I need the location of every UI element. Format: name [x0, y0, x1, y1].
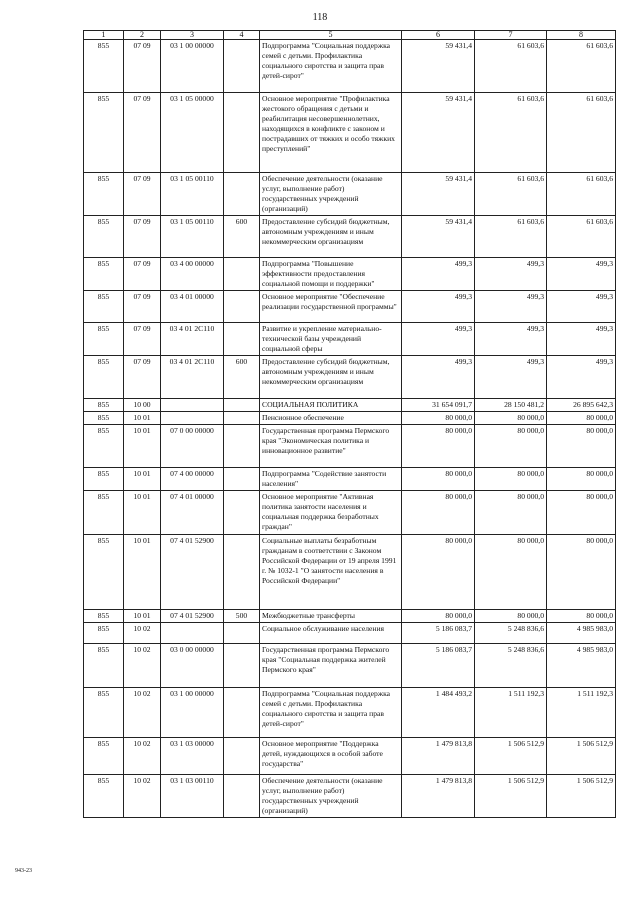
table-row [84, 775, 616, 818]
table-cell: 855 [84, 623, 124, 644]
table-cell: 855 [84, 775, 124, 818]
table-cell: 4 985 983,0 [547, 623, 616, 644]
table-cell: Пенсионное обеспечение [260, 412, 402, 425]
table-cell: 07 09 [124, 291, 161, 323]
table-cell [224, 775, 260, 818]
table-cell: 855 [84, 399, 124, 412]
table-row [84, 610, 616, 623]
table-cell: 499,3 [547, 258, 616, 291]
table-cell: Государственная программа Пермского края "Социальная поддержка жителей Пермского края" [260, 644, 402, 688]
table-cell: Подпрограмма "Содействие занятости населения" [260, 468, 402, 491]
table-cell: Основное мероприятие "Обеспечение реализации государственной программы" [260, 291, 402, 323]
table-cell: 10 01 [124, 425, 161, 468]
footer-code: 943-23 [15, 868, 32, 874]
column-header: 1 [84, 31, 124, 40]
table-cell: 61 603,6 [475, 173, 547, 216]
table-cell: 80 000,0 [547, 535, 616, 610]
column-header: 6 [402, 31, 475, 40]
table-cell: 31 654 091,7 [402, 399, 475, 412]
table-cell: Основное мероприятие "Активная политика занятости населения и социальная поддержка безработных граждан" [260, 491, 402, 535]
table-cell [161, 399, 224, 412]
table-cell: 80 000,0 [547, 610, 616, 623]
table-cell: 1 484 493,2 [402, 688, 475, 738]
table-cell [224, 468, 260, 491]
table-row [84, 258, 616, 291]
table-cell: 61 603,6 [547, 216, 616, 258]
table-cell: 03 1 03 00000 [161, 738, 224, 775]
table-cell: 10 01 [124, 468, 161, 491]
table-cell: 07 4 01 52900 [161, 535, 224, 610]
table-cell: 499,3 [547, 291, 616, 323]
table-cell: 5 186 083,7 [402, 623, 475, 644]
table-cell: 59 431,4 [402, 40, 475, 93]
table-cell: 61 603,6 [547, 93, 616, 173]
table-cell: 80 000,0 [547, 468, 616, 491]
table-cell: 03 0 00 00000 [161, 644, 224, 688]
table-cell: Развитие и укрепление материально-технической базы учреждений социальной сферы [260, 323, 402, 356]
table-cell: 855 [84, 535, 124, 610]
table-cell: Социальные выплаты безработным гражданам в соответствии с Законом Российской Федерации от 19 апреля 1991 г. № 1032-1 "О занятости населения в Российской Федерации" [260, 535, 402, 610]
table-cell: 1 506 512,9 [475, 738, 547, 775]
table-cell: 600 [224, 356, 260, 399]
table-cell: 855 [84, 425, 124, 468]
table-cell: 855 [84, 40, 124, 93]
table-cell: 07 09 [124, 323, 161, 356]
table-cell: 1 506 512,9 [547, 738, 616, 775]
table-cell: 855 [84, 644, 124, 688]
table-cell: 1 511 192,3 [475, 688, 547, 738]
table-cell: Подпрограмма "Социальная поддержка семей с детьми. Профилактика социального сиротства и защита прав детей-сирот" [260, 688, 402, 738]
table-row [84, 425, 616, 468]
table-cell: 855 [84, 173, 124, 216]
table-row [84, 399, 616, 412]
table-cell: Обеспечение деятельности (оказание услуг, выполнение работ) государственных учреждений (организаций) [260, 173, 402, 216]
table-cell: 80 000,0 [475, 535, 547, 610]
table-cell [224, 623, 260, 644]
table-row [84, 491, 616, 535]
table-cell: 4 985 983,0 [547, 644, 616, 688]
table-cell [161, 412, 224, 425]
table-cell: 500 [224, 610, 260, 623]
table-cell: 10 02 [124, 688, 161, 738]
table-cell [224, 258, 260, 291]
table-cell: Основное мероприятие "Поддержка детей, нуждающихся в особой заботе государства" [260, 738, 402, 775]
table-row [84, 40, 616, 93]
table-cell: 855 [84, 491, 124, 535]
table-cell: 80 000,0 [475, 468, 547, 491]
table-row [84, 216, 616, 258]
table-cell: 61 603,6 [547, 40, 616, 93]
table-cell: 10 02 [124, 738, 161, 775]
table-cell: 1 506 512,9 [475, 775, 547, 818]
table-cell [224, 40, 260, 93]
table-cell: 61 603,6 [475, 40, 547, 93]
table-cell: 07 4 01 52900 [161, 610, 224, 623]
table-cell: 855 [84, 258, 124, 291]
table-cell: 1 506 512,9 [547, 775, 616, 818]
table-cell: 1 511 192,3 [547, 688, 616, 738]
table-cell: Основное мероприятие "Профилактика жестокого обращения с детьми и реабилитация несовершеннолетних, находящихся в конфликте с законом и пострадавших от тяжких и особо тяжких преступлений" [260, 93, 402, 173]
table-cell: 10 02 [124, 644, 161, 688]
table-cell: 855 [84, 291, 124, 323]
table-cell: 10 01 [124, 535, 161, 610]
table-cell: 80 000,0 [475, 412, 547, 425]
table-cell: 855 [84, 93, 124, 173]
table-cell [224, 644, 260, 688]
table-cell: 855 [84, 412, 124, 425]
table-row [84, 688, 616, 738]
column-header: 4 [224, 31, 260, 40]
table-cell: 80 000,0 [402, 535, 475, 610]
table-cell: 61 603,6 [475, 216, 547, 258]
table-cell: 499,3 [402, 323, 475, 356]
table-cell [224, 323, 260, 356]
table-cell [161, 623, 224, 644]
table-cell: 61 603,6 [475, 93, 547, 173]
table-cell: 03 1 03 00110 [161, 775, 224, 818]
table-cell: 855 [84, 738, 124, 775]
budget-table [83, 30, 616, 818]
table-cell [224, 173, 260, 216]
table-cell: 600 [224, 216, 260, 258]
table-cell: 499,3 [475, 323, 547, 356]
table-cell: 07 09 [124, 40, 161, 93]
table-cell: Подпрограмма "Повышение эффективности предоставления социальной помощи и поддержки" [260, 258, 402, 291]
table-cell: 59 431,4 [402, 173, 475, 216]
table-cell [224, 93, 260, 173]
table-cell [224, 399, 260, 412]
table-cell: 855 [84, 356, 124, 399]
table-cell: 80 000,0 [475, 610, 547, 623]
column-header: 2 [124, 31, 161, 40]
table-cell [224, 688, 260, 738]
table-cell: 80 000,0 [547, 412, 616, 425]
table-cell: 07 0 00 00000 [161, 425, 224, 468]
table-cell: 80 000,0 [547, 491, 616, 535]
table-cell: 80 000,0 [475, 491, 547, 535]
table-cell: 499,3 [475, 356, 547, 399]
table-cell: 07 4 01 00000 [161, 491, 224, 535]
table-row [84, 356, 616, 399]
table-cell: 03 1 05 00110 [161, 173, 224, 216]
table-cell: Социальное обслуживание населения [260, 623, 402, 644]
table-cell: 03 4 01 00000 [161, 291, 224, 323]
table-cell: 10 02 [124, 775, 161, 818]
table-row [84, 535, 616, 610]
table-cell: 03 4 00 00000 [161, 258, 224, 291]
table-cell: 855 [84, 323, 124, 356]
table-cell: 07 09 [124, 356, 161, 399]
table-cell: 855 [84, 688, 124, 738]
table-cell: 03 1 00 00000 [161, 40, 224, 93]
table-cell: 03 1 05 00110 [161, 216, 224, 258]
table-cell: Государственная программа Пермского края "Экономическая политика и инновационное развитие" [260, 425, 402, 468]
table-cell: 10 00 [124, 399, 161, 412]
table-cell: 03 4 01 2С110 [161, 323, 224, 356]
table-cell: 80 000,0 [402, 412, 475, 425]
table-cell: 80 000,0 [475, 425, 547, 468]
table-cell [224, 738, 260, 775]
table-cell: 499,3 [475, 258, 547, 291]
page-number: 118 [312, 12, 328, 23]
table-cell: Предоставление субсидий бюджетным, автономным учреждениям и иным некоммерческим организациям [260, 216, 402, 258]
table-cell [224, 535, 260, 610]
table-cell: 80 000,0 [402, 425, 475, 468]
column-header: 5 [260, 31, 402, 40]
table-row [84, 323, 616, 356]
table-cell: 5 248 836,6 [475, 623, 547, 644]
table-row [84, 738, 616, 775]
table-cell: 499,3 [402, 356, 475, 399]
table-cell: 1 479 813,8 [402, 738, 475, 775]
table-cell: 03 4 01 2С110 [161, 356, 224, 399]
table-cell: 80 000,0 [402, 491, 475, 535]
table-cell: 5 186 083,7 [402, 644, 475, 688]
table-cell: 59 431,4 [402, 216, 475, 258]
table-cell: 10 02 [124, 623, 161, 644]
table-cell: СОЦИАЛЬНАЯ ПОЛИТИКА [260, 399, 402, 412]
table-cell: 499,3 [547, 356, 616, 399]
table-cell: 499,3 [547, 323, 616, 356]
table-cell: 855 [84, 468, 124, 491]
table-row [84, 623, 616, 644]
table-cell: 03 1 05 00000 [161, 93, 224, 173]
table-cell [224, 412, 260, 425]
table-row [84, 173, 616, 216]
table-cell: 07 4 00 00000 [161, 468, 224, 491]
column-header: 8 [547, 31, 616, 40]
table-cell: 499,3 [475, 291, 547, 323]
table-cell [224, 291, 260, 323]
table-cell: 07 09 [124, 173, 161, 216]
column-header: 3 [161, 31, 224, 40]
table-cell: 499,3 [402, 291, 475, 323]
table-cell: 59 431,4 [402, 93, 475, 173]
table-row [84, 93, 616, 173]
table-row [84, 291, 616, 323]
table-cell: 80 000,0 [402, 610, 475, 623]
table-cell: 10 01 [124, 412, 161, 425]
table-cell: 07 09 [124, 93, 161, 173]
table-cell: 10 01 [124, 610, 161, 623]
table-cell: 1 479 813,8 [402, 775, 475, 818]
table-cell [224, 425, 260, 468]
table-cell: 855 [84, 610, 124, 623]
table-cell: 5 248 836,6 [475, 644, 547, 688]
table-cell: Обеспечение деятельности (оказание услуг, выполнение работ) государственных учреждений (организаций) [260, 775, 402, 818]
table-cell: 80 000,0 [402, 468, 475, 491]
table-cell: 28 150 481,2 [475, 399, 547, 412]
column-header: 7 [475, 31, 547, 40]
table-cell: 80 000,0 [547, 425, 616, 468]
table-cell: 07 09 [124, 216, 161, 258]
table-cell: 855 [84, 216, 124, 258]
table-cell: Подпрограмма "Социальная поддержка семей с детьми. Профилактика социального сиротства и защита прав детей-сирот" [260, 40, 402, 93]
table-cell: 10 01 [124, 491, 161, 535]
table-cell: Межбюджетные трансферты [260, 610, 402, 623]
table-cell: Предоставление субсидий бюджетным, автономным учреждениям и иным некоммерческим организациям [260, 356, 402, 399]
table-row [84, 644, 616, 688]
table-cell: 03 1 00 00000 [161, 688, 224, 738]
header-row [84, 31, 616, 40]
table-cell: 61 603,6 [547, 173, 616, 216]
table-cell [224, 491, 260, 535]
table-cell: 07 09 [124, 258, 161, 291]
table-cell: 26 895 642,3 [547, 399, 616, 412]
table-row [84, 468, 616, 491]
table-row [84, 412, 616, 425]
table-cell: 499,3 [402, 258, 475, 291]
